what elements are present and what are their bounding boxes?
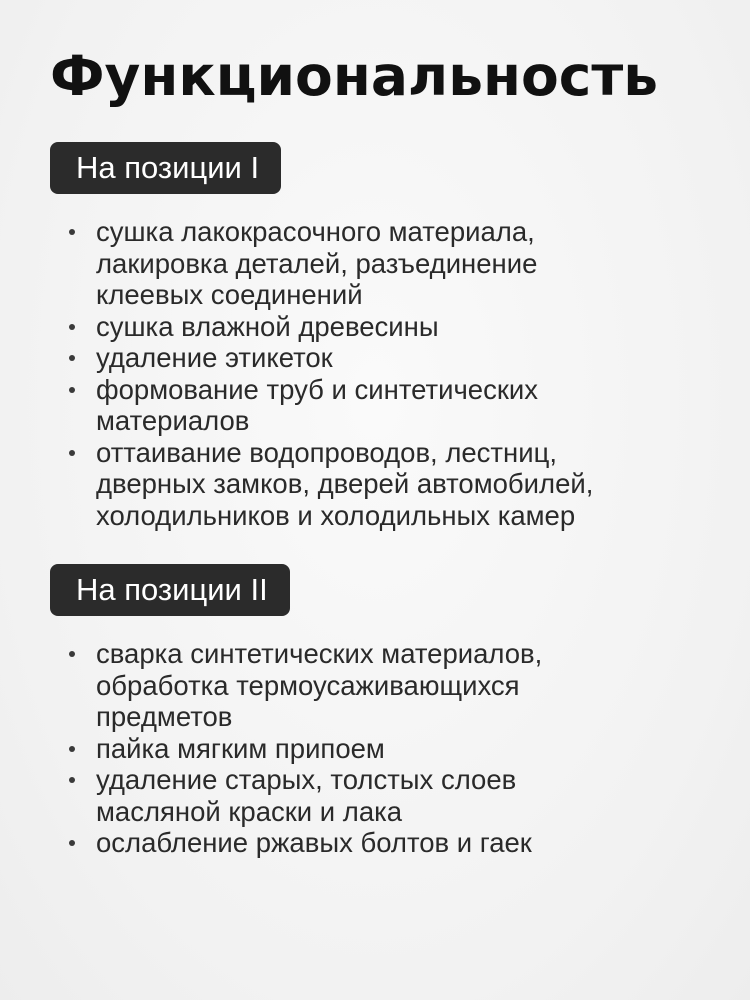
- list-item-text: удаление старых, толстых слоев масляной краски и лака: [96, 764, 517, 827]
- list-item-text: ослабление ржавых болтов и гаек: [96, 827, 532, 858]
- list-item-text: формование труб и синтетических материалов: [96, 373, 538, 436]
- section-badge: На позиции II: [50, 564, 290, 616]
- list-item-text: удаление этикеток: [96, 342, 333, 373]
- bullet-icon: [69, 840, 75, 846]
- function-list: [50, 638, 710, 859]
- function-list: [50, 216, 710, 531]
- section-badge: На позиции I: [50, 142, 281, 194]
- list-item: [50, 638, 710, 733]
- list-item: [50, 764, 710, 827]
- list-item: [50, 374, 710, 437]
- page-title: Функциональность: [50, 44, 659, 108]
- bullet-icon: [69, 229, 75, 235]
- list-item: [50, 311, 710, 343]
- bullet-icon: [69, 324, 75, 330]
- bullet-icon: [69, 450, 75, 456]
- section-position-1: [50, 142, 710, 531]
- bullet-icon: [69, 746, 75, 752]
- section-position-2: [50, 564, 710, 859]
- list-item: [50, 437, 710, 532]
- list-item: [50, 733, 710, 765]
- list-item-text: сушка лакокрасочного материала, лакировка деталей, разъединение клеевых соединений: [96, 216, 538, 310]
- list-item-text: сушка влажной древесины: [96, 310, 439, 342]
- bullet-icon: [69, 777, 75, 783]
- list-item-text: пайка мягким припоем: [96, 732, 385, 764]
- list-item-text: оттаивание водопроводов, лестниц, дверных замков, дверей автомобилей, холодильников и холодильных камер: [96, 436, 594, 531]
- list-item: [50, 827, 710, 859]
- list-item: [50, 342, 710, 374]
- list-item-text: сварка синтетических материалов, обработка термоусаживающихся предметов: [96, 638, 543, 732]
- bullet-icon: [69, 355, 75, 361]
- bullet-icon: [69, 387, 75, 393]
- list-item: [50, 216, 710, 311]
- bullet-icon: [69, 651, 75, 657]
